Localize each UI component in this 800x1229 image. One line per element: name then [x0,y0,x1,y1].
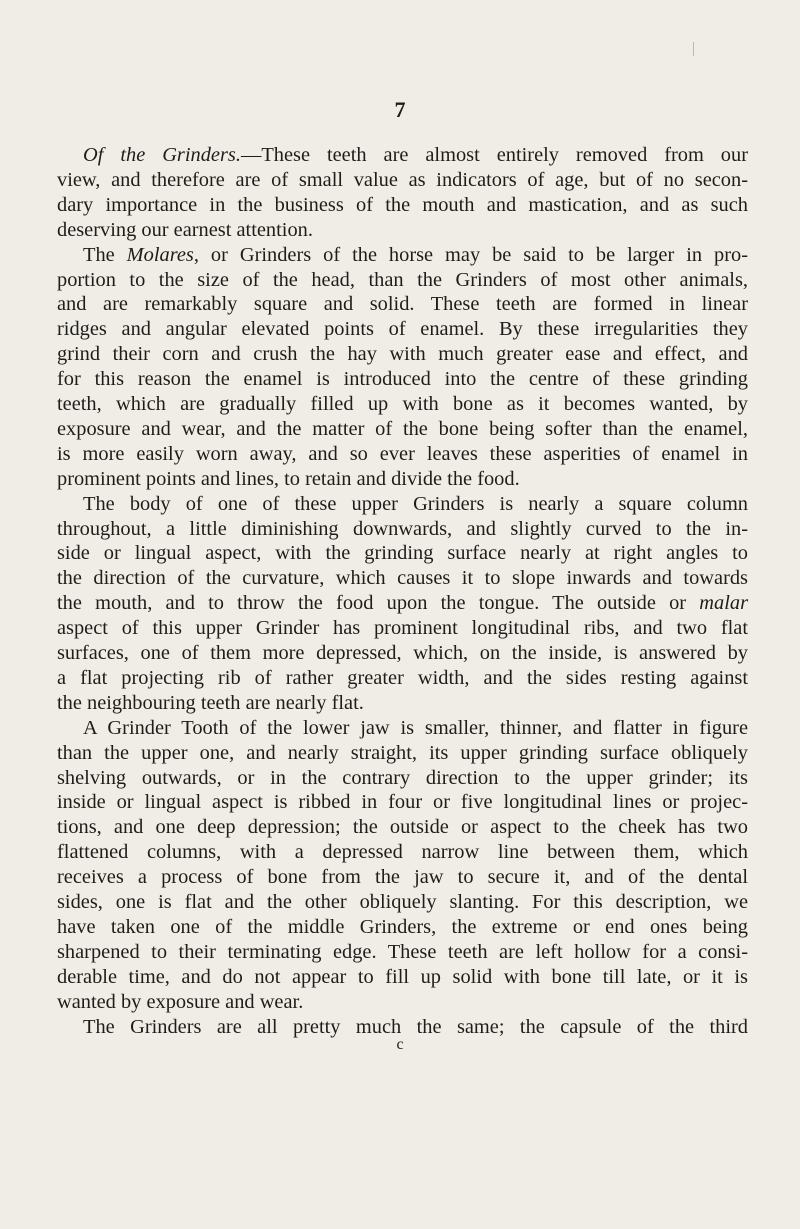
text-line [57,815,748,840]
text-line [57,193,748,218]
line-text: for this reason the enamel is introduced into the centre of these grinding [57,368,748,391]
line-text: and are remarkably square and solid. These teeth are formed in linear [57,293,748,316]
text-line [57,990,748,1015]
page-number: 7 [394,97,406,122]
text-line [57,541,748,566]
text-line [57,517,748,542]
page-mark [693,42,694,56]
text-line [57,342,748,367]
text-line [57,890,748,915]
line-text: have taken one of the middle Grinders, the extreme or end ones being [57,915,748,938]
text-line [57,616,748,641]
line-text: the direction of the curvature, which causes it to slope inwards and towards [57,567,748,590]
line-text: aspect of this upper Grinder has prominent longitudinal ribs, and two flat [57,617,748,640]
text-line [57,392,748,417]
line-text: side or lingual aspect, with the grinding surface nearly at right angles to [57,542,748,565]
text-line [57,840,748,865]
line-text: teeth, which are gradually filled up with bone as it becomes wanted, by [57,393,748,415]
text-line [57,566,748,591]
line-text: view, and therefore are of small value as indicators of age, but of no secon- [57,168,748,191]
text-line [57,317,748,342]
text-line [57,591,748,616]
text-line [57,268,748,293]
text-line [83,492,748,517]
text-line [57,965,748,990]
line-text: , or Grinders of the horse may be said to be larger in pro- [193,243,748,266]
signature-mark: c [396,1036,404,1053]
text-line [57,790,748,815]
line-text: the neighbouring teeth are nearly flat. [57,691,364,714]
line-text: deserving our earnest attention. [57,218,313,241]
line-text: receives a process of bone from the jaw to secure it, and of the dental [57,866,748,889]
text-line [57,691,748,716]
text-line [57,666,748,691]
text-line [57,915,748,940]
text-line [57,741,748,766]
text-line [57,766,748,791]
text-line [57,442,748,467]
line-text: tions, and one deep depression; the outside or aspect to the cheek has two [57,816,748,839]
line-text: A Grinder Tooth of the lower jaw is smaller, thinner, and flatter in figure [83,716,748,739]
text-line [57,168,748,193]
line-text: a flat projecting rib of rather greater width, and the sides resting against [57,666,748,689]
text-line [57,940,748,965]
line-text: The Grinders are all pretty much the same; the capsule of the third [83,1015,748,1038]
text-line [57,467,748,492]
line-text: throughout, a little diminishing downwards, and slightly curved to the in- [57,517,748,540]
line-text: the mouth, and to throw the food upon the tongue. The outside or [57,592,700,615]
line-text: dary importance in the business of the mouth and mastication, and as such [57,193,748,216]
text-line [83,1015,748,1040]
line-text: The [83,243,127,266]
line-text: wanted by exposure and wear. [57,990,304,1013]
line-text: derable time, and do not appear to fill up solid with bone till late, or it is [57,965,748,988]
text-line [57,865,748,890]
line-text: —These teeth are almost entirely removed from our [240,144,748,166]
italic-term: malar [699,592,748,615]
line-text: sides, one is flat and the other obliquely slanting. For this description, we [57,891,748,913]
line-text: portion to the size of the head, than the Grinders of most other animals, [57,268,748,291]
line-text: than the upper one, and nearly straight, its upper grinding surface obliquely [57,741,748,764]
line-text: is more easily worn away, and so ever leaves these asperities of enamel in [57,442,748,465]
line-text: The body of one of these upper Grinders is nearly a square column [83,492,748,515]
text-line [83,143,748,168]
line-text: flattened columns, with a depressed narrow line between them, which [57,841,748,864]
text-line [83,243,748,268]
text-line [57,417,748,442]
line-text: grind their corn and crush the hay with much greater ease and effect, and [57,343,748,366]
line-text: surfaces, one of them more depressed, which, on the inside, is answered by [57,642,748,664]
line-text: prominent points and lines, to retain and divide the food. [57,467,520,490]
line-text: inside or lingual aspect is ribbed in four or five longitudinal lines or projec- [57,791,748,814]
italic-term: Of the Grinders. [83,144,241,166]
line-text: sharpened to their terminating edge. These teeth are left hollow for a consi- [57,940,748,963]
text-line [57,218,748,243]
line-text: ridges and angular elevated points of enamel. By these irregularities they [57,318,748,341]
text-line [57,641,748,666]
text-line [83,716,748,741]
line-text: shelving outwards, or in the contrary direction to the upper grinder; its [57,766,748,789]
text-line [57,292,748,317]
text-line [57,367,748,392]
line-text: exposure and wear, and the matter of the bone being softer than the enamel, [57,417,748,440]
italic-term: Molares [126,243,194,266]
